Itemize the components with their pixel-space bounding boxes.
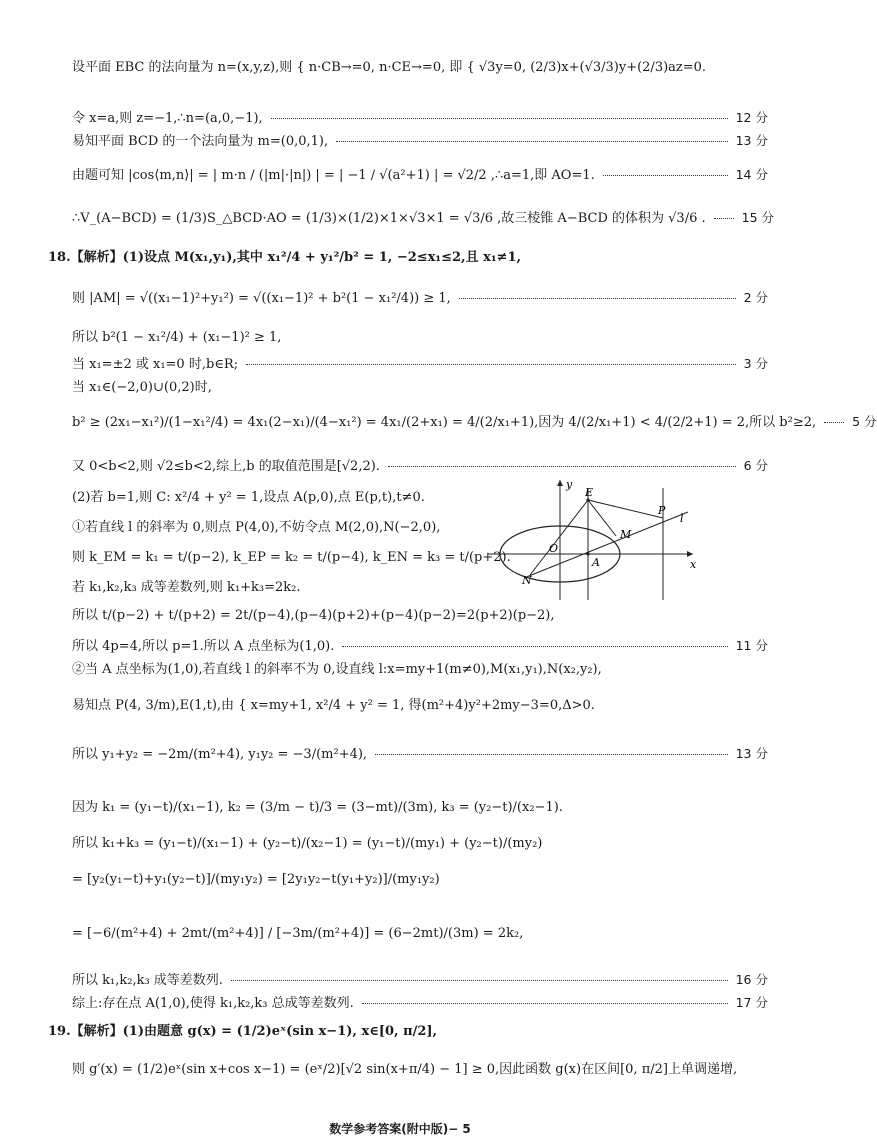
line-slopes-k: 则 k_EM = k₁ = t/(p−2), k_EP = k₂ = t/(p−4), k_EN = k₃ = t/(p+2). (72, 550, 511, 565)
line-normal-vector-ebc: 设平面 EBC 的法向量为 n=(x,y,z),则 { n·CB→=0, n·CE→=0, 即 { √3y=0, (2/3)x+(√3/3)y+(2/3)az=0. (72, 60, 707, 75)
label-n: N (522, 574, 532, 587)
line-case-x1-interval: 当 x₁∈(−2,0)∪(0,2)时, (72, 380, 212, 395)
score-6: 6 分 (743, 458, 768, 473)
q18-heading: 18.【解析】(1)设点 M(x₁,y₁),其中 x₁²/4 + y₁²/b² = 1, −2≤x₁≤2,且 x₁≠1, (48, 250, 522, 265)
line-vieta: 所以 y₁+y₂ = −2m/(m²+4), y₁y₂ = −3/(m²+4), 13 分 (72, 746, 768, 762)
dot-leader (603, 175, 728, 176)
label-o: O (549, 542, 559, 555)
line-k-sum-result: = [−6/(m²+4) + 2mt/(m²+4)] / [−3m/(m²+4)] = (6−2mt)/(3m) = 2k₂, (72, 926, 524, 941)
score-15: 15 分 (741, 210, 775, 225)
dot-leader (375, 754, 728, 755)
line-summary: 综上:存在点 A(1,0),使得 k₁,k₂,k₃ 总成等差数列. 17 分 (72, 995, 768, 1011)
line-b-range: 又 0<b<2,则 √2≤b<2,综上,b 的取值范围是[√2,2). 6 分 (72, 458, 768, 474)
line-inequality: 所以 b²(1 − x₁²/4) + (x₁−1)² ≥ 1, (72, 330, 282, 345)
point-a (586, 552, 589, 555)
dot-leader (271, 118, 728, 119)
line-a-coord: 所以 4p=4,所以 p=1.所以 A 点坐标为(1,0). 11 分 (72, 638, 768, 654)
line-case-slope-zero: ①若直线 l 的斜率为 0,则点 P(4,0),不妨令点 M(2,0),N(−2,0), (72, 520, 441, 535)
y-axis-arrow (557, 480, 563, 486)
line-cos-angle: 由题可知 |cos⟨m,n⟩| = | m·n / (|m|·|n|) | = | −1 / √(a²+1) | = √2/2 ,∴a=1,即 AO=1. 14 分 (72, 167, 768, 183)
dot-leader (459, 298, 736, 299)
line-system: 易知点 P(4, 3/m),E(1,t),由 { x=my+1, x²/4 + y² = 1, 得(m²+4)y²+2my−3=0,Δ>0. (72, 698, 595, 713)
x-axis-arrow (687, 551, 693, 557)
score-13: 13 分 (735, 133, 768, 148)
dot-leader (362, 1003, 728, 1004)
line-part2-setup: (2)若 b=1,则 C: x²/4 + y² = 1,设点 A(p,0),点 E(p,t),t≠0. (72, 490, 425, 505)
ellipse-figure (488, 478, 698, 600)
dot-leader (714, 218, 734, 219)
score-13b: 13 分 (735, 746, 768, 761)
dot-leader (336, 141, 727, 142)
line-volume: ∴V_(A−BCD) = (1/3)S_△BCD·AO = (1/3)×(1/2)×1×√3×1 = √3/6 ,故三棱锥 A−BCD 的体积为 √3/6 . 15 分 (72, 210, 775, 226)
q19-heading: 19.【解析】(1)由题意 g(x) = (1/2)eˣ(sin x−1), x∈[0, π/2], (48, 1024, 438, 1039)
dot-leader (231, 980, 728, 981)
line-conclusion-arith: 所以 k₁,k₂,k₃ 成等差数列. 16 分 (72, 972, 768, 988)
line-set-x: 令 x=a,则 z=−1,∴n=(a,0,−1), 12 分 (72, 110, 768, 126)
line-case-x1-special: 当 x₁=±2 或 x₁=0 时,b∈R; 3 分 (72, 356, 768, 372)
line-k-values: 因为 k₁ = (y₁−t)/(x₁−1), k₂ = (3/m − t)/3 = (3−mt)/(3m), k₃ = (y₂−t)/(x₂−1). (72, 800, 563, 815)
dot-leader (342, 646, 727, 647)
label-m: M (620, 528, 632, 541)
score-5: 5 分 (852, 414, 877, 429)
score-14: 14 分 (735, 167, 768, 182)
label-l: l (680, 512, 684, 525)
label-p: P (658, 504, 666, 517)
label-y: y (566, 478, 573, 491)
score-16: 16 分 (735, 972, 768, 987)
line-b-squared-bound: b² ≥ (2x₁−x₁²)/(1−x₁²/4) = 4x₁(2−x₁)/(4−x₁²) = 4x₁/(2+x₁) = 4/(2/x₁+1),因为 4/(2/x₁+1) < 4/(2/2+1) = 2,所以 b²≥2, 5 分 (72, 414, 877, 430)
line-normal-vector-bcd: 易知平面 BCD 的一个法向量为 m=(0,0,1), 13 分 (72, 133, 768, 149)
line-solve-p: 所以 t/(p−2) + t/(p+2) = 2t/(p−4),(p−4)(p+2)+(p−4)(p−2)=2(p+2)(p−2), (72, 608, 555, 623)
line-case-slope-nonzero: ②当 A 点坐标为(1,0),若直线 l 的斜率不为 0,设直线 l:x=my+1(m≠0),M(x₁,y₁),N(x₂,y₂), (72, 662, 602, 677)
label-a: A (592, 556, 600, 569)
score-11: 11 分 (735, 638, 768, 653)
page-footer: 数学参考答案(附中版)− 5 (329, 1122, 471, 1136)
line-k-sum-simplify: = [y₂(y₁−t)+y₁(y₂−t)]/(my₁y₂) = [2y₁y₂−t(y₁+y₂)]/(my₁y₂) (72, 872, 440, 887)
score-12: 12 分 (735, 110, 768, 125)
label-x: x (690, 558, 697, 571)
segment-ep (588, 500, 663, 518)
score-17: 17 分 (735, 995, 768, 1010)
dot-leader (246, 364, 735, 365)
dot-leader (388, 466, 736, 467)
score-3: 3 分 (743, 356, 768, 371)
dot-leader (824, 422, 844, 423)
line-am-distance: 则 |AM| = √((x₁−1)²+y₁²) = √((x₁−1)² + b²(1 − x₁²/4)) ≥ 1, 2 分 (72, 290, 768, 306)
line-arith-seq: 若 k₁,k₂,k₃ 成等差数列,则 k₁+k₃=2k₂. (72, 580, 301, 595)
line-derivative: 则 g′(x) = (1/2)eˣ(sin x+cos x−1) = (eˣ/2)[√2 sin(x+π/4) − 1] ≥ 0,因此函数 g(x)在区间[0, π/2]上单调递增, (72, 1062, 738, 1077)
line-k-sum: 所以 k₁+k₃ = (y₁−t)/(x₁−1) + (y₂−t)/(x₂−1) = (y₁−t)/(my₁) + (y₂−t)/(my₂) (72, 836, 543, 851)
score-2: 2 分 (743, 290, 768, 305)
label-e: E (585, 486, 594, 499)
